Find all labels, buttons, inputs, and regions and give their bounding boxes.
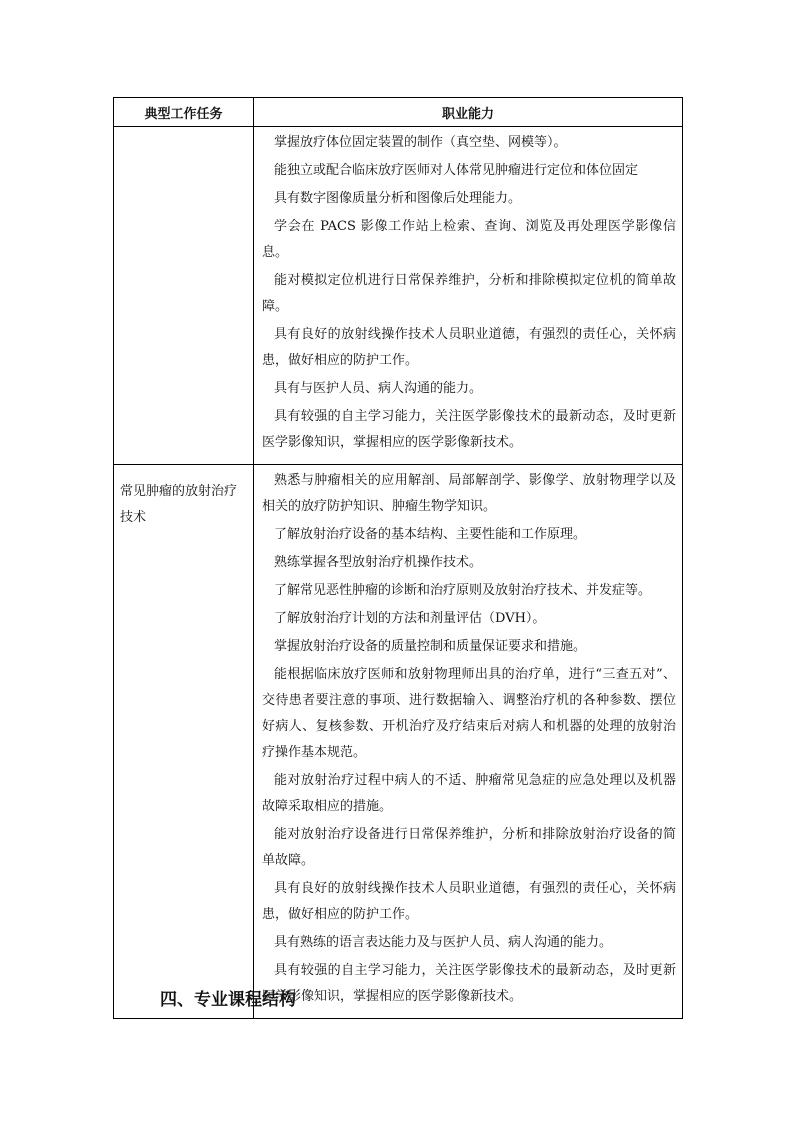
ability-item: 掌握放疗体位固定装置的制作（真空垫、网模等）。 (274, 135, 567, 150)
ability-item: 具有数字图像质量分析和图像后处理能力。 (274, 191, 522, 206)
task-cell (114, 127, 254, 465)
competency-table (113, 97, 683, 1019)
task-cell: 常见肿瘤的放射治疗技术 (114, 465, 254, 1019)
ability-item: 具有良好的放射线操作技术人员职业道德，有强烈的责任心，关怀病患，做好相应的防护工作。 (262, 881, 676, 922)
competency-table-container (113, 97, 682, 1019)
ability-item: 能对模拟定位机进行日常保养维护，分析和排除模拟定位机的简单故障。 (262, 273, 676, 314)
ability-item: 掌握放射治疗设备的质量控制和质量保证要求和措施。 (274, 639, 587, 654)
ability-item: 学会在 PACS 影像工作站上检索、查询、浏览及再处理医学影像信息。 (262, 219, 676, 260)
ability-cell (254, 465, 683, 1019)
section-heading: 四、专业课程结构 (160, 990, 296, 1010)
ability-item: 了解常见恶性肿瘤的诊断和治疗原则及放射治疗技术、并发症等。 (274, 583, 652, 598)
table-row (114, 127, 683, 465)
ability-item: 能根据临床放疗医师和放射物理师出具的治疗单，进行“三查五对”、交待患者要注意的事项、进行数据输入、调整治疗机的各种参数、摆位好病人、复核参数、开机治疗及疗结束后对病人和机器的处理的放射治疗操作基本规范。 (262, 667, 676, 760)
table-header-row (114, 98, 683, 127)
ability-item: 具有较强的自主学习能力，关注医学影像技术的最新动态，及时更新医学影像知识，掌握相应的医学影像新技术。 (262, 409, 676, 450)
ability-item: 具有熟练的语言表达能力及与医护人员、病人沟通的能力。 (274, 935, 613, 950)
header-task: 典型工作任务 (114, 98, 254, 127)
ability-item: 具有较强的自主学习能力，关注医学影像技术的最新动态，及时更新医学影像知识，掌握相应的医学影像新技术。 (262, 963, 676, 1004)
ability-item: 具有与医护人员、病人沟通的能力。 (274, 381, 483, 396)
ability-item: 了解放射治疗设备的基本结构、主要性能和工作原理。 (274, 527, 587, 542)
ability-item: 熟练掌握各型放射治疗机操作技术。 (274, 555, 483, 570)
ability-item: 能对放射治疗过程中病人的不适、肿瘤常见急症的应急处理以及机器故障采取相应的措施。 (262, 773, 676, 814)
header-ability: 职业能力 (254, 98, 683, 127)
table-row (114, 465, 683, 1019)
ability-item: 能对放射治疗设备进行日常保养维护，分析和排除放射治疗设备的简单故障。 (262, 827, 676, 868)
ability-item: 熟悉与肿瘤相关的应用解剖、局部解剖学、影像学、放射物理学以及相关的放疗防护知识、肿瘤生物学知识。 (262, 473, 676, 514)
ability-item: 能独立或配合临床放疗医师对人体常见肿瘤进行定位和体位固定 (274, 163, 639, 178)
ability-item: 具有良好的放射线操作技术人员职业道德，有强烈的责任心，关怀病患，做好相应的防护工作。 (262, 327, 676, 368)
ability-cell (254, 127, 683, 465)
ability-item: 了解放射治疗计划的方法和剂量评估（DVH）。 (274, 611, 546, 626)
